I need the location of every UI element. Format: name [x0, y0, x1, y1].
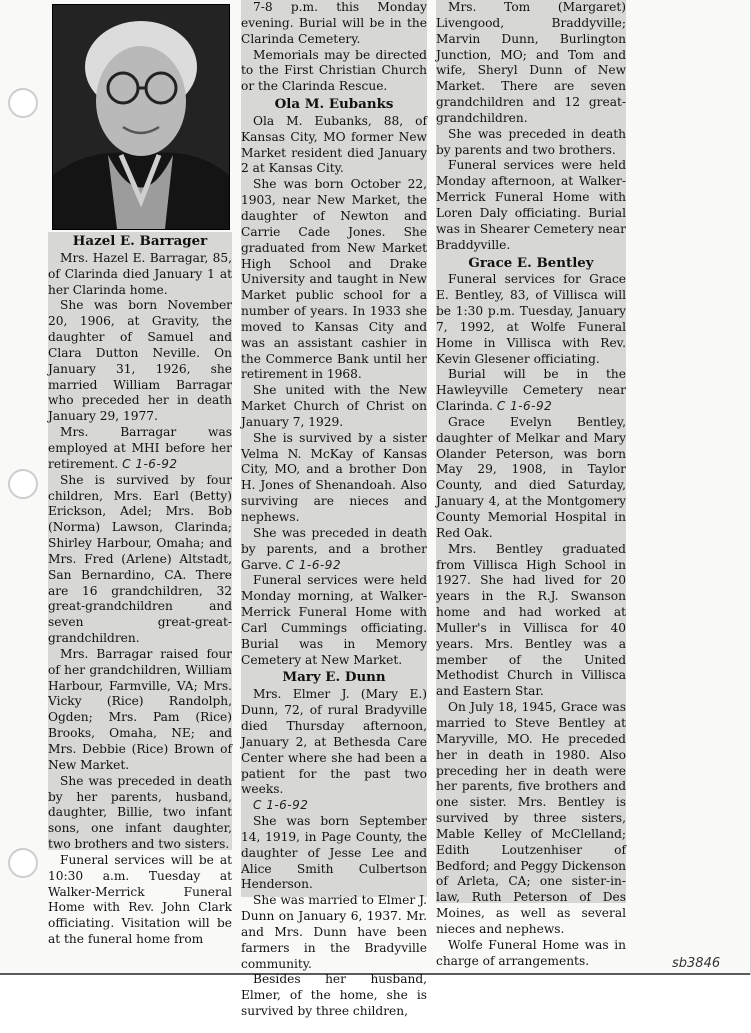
paragraph: She was married to Elmer J. Dunn on January 6, 1937. Mr. and Mrs. Dunn have been farmers in the Bradyville community.: [241, 893, 427, 971]
obituary-heading: Hazel E. Barrager: [72, 233, 208, 249]
paragraph: [241, 798, 427, 814]
paragraph: Wolfe Funeral Home was in charge of arrangements.: [436, 937, 626, 968]
paragraph: Funeral services were held Monday afternoon, at Walker-Merrick Funeral Home with Loren Daly officiating. Burial was in Shearer Cemetery near Braddyville.: [436, 158, 626, 252]
paragraph: Mrs. Elmer J. (Mary E.) Dunn, 72, of rural Bradyville died Thursday afternoon, January 2, at Bethesda Care Center where she had been a patient for the past two weeks.: [241, 687, 427, 797]
paragraph: She was born November 20, 1906, at Gravity, the daughter of Samuel and Clara Dutton Neville. On January 31, 1926, she married William Barragar who preceded her in death January 29, 1977.: [48, 298, 232, 424]
paragraph: Besides her husband, Elmer, of the home, she is survived by three children,: [241, 972, 427, 1019]
paragraph: Mrs. Bentley graduated from Villisca High School in 1927. She had lived for 20 years in the R.J. Swanson home and had worked at Muller's in Villisca for 40 years. Mrs. Bentley was a member of the United Methodist Church in Villisca and Eastern Star.: [436, 541, 626, 699]
handwritten-date: C 1-6-92: [496, 399, 553, 414]
handwritten-date: C 1-6-92: [253, 798, 309, 813]
binder-hole: [8, 469, 38, 499]
paragraph: She was born October 22, 1903, near New Market, the daughter of Newton and Carrie Cade Jones. She graduated from New Market High School and Drake University and taught in New Market public school for a number of years. In 1933 she moved to Kansas City and was an assistant cashier in the Commerce Bank until her retirement in 1968.: [241, 177, 427, 382]
obituary-heading: Grace E. Bentley: [468, 254, 594, 271]
obituary-column-3: [436, 0, 626, 968]
binder-hole: [8, 88, 38, 118]
obituary-heading: Mary E. Dunn: [282, 669, 386, 686]
paragraph: Grace Evelyn Bentley, daughter of Melkar and Mary Olander Peterson, was born May 29, 1908, in Taylor County, and died Saturday, January 4, at the Montgomery County Memorial Hospital in Red Oak.: [436, 414, 626, 540]
binder-hole: [8, 848, 38, 878]
paragraph: She was preceded in death by her parents, husband, daughter, Billie, two infant sons, one infant daughter, two brothers and two sisters.: [48, 773, 232, 852]
paragraph: Burial will be in the Hawleyville Cemetery near Clarinda. C 1-6-92: [436, 367, 626, 414]
paragraph: She united with the New Market Church of Christ on January 7, 1929.: [241, 383, 427, 429]
paragraph: Mrs. Barragar raised four of her grandchildren, William Harbour, Farmville, VA; Mrs. Vicky (Rice) Randolph, Ogden; Mrs. Pam (Rice) Brooks, Omaha, NE; and Mrs. Debbie (Rice) Brown of New Market.: [48, 646, 232, 772]
handwritten-date: C 1-6-92: [122, 456, 178, 471]
paragraph: Mrs. Tom (Margaret) Livengood, Braddyville; Marvin Dunn, Burlington Junction, MO; and Tom and wife, Sheryl Dunn of New Market. There are seven grandchildren and 12 great-grandchildren.: [436, 0, 626, 125]
paragraph: Mrs. Barragar was employed at MHI before her retirement. C 1-6-92: [48, 425, 232, 471]
paragraph: She is survived by a sister Velma N. McKay of Kansas City, MO, and a brother Don H. Jones of Shenandoah. Also surviving are nieces and nephews.: [241, 430, 427, 524]
paragraph: She is survived by four children, Mrs. Earl (Betty) Erickson, Adel; Mrs. Bob (Norma) Lawson, Clarinda; Shirley Harbour, Omaha; and Mrs. Fred (Arlene) Altstadt, San Bernardino, CA. There are 16 grandchildren, 32 great-grandchildren and seven great-great-grandchildren.: [48, 472, 232, 646]
paragraph: Funeral services will be at 10:30 a.m. Tuesday at Walker-Merrick Funeral Home with Rev. John Clark officiating. Visitation will be at the funeral home from: [48, 852, 232, 947]
obituary-heading: Ola M. Eubanks: [274, 96, 394, 113]
paragraph: Funeral services were held Monday morning, at Walker-Merrick Funeral Home with Carl Cummings officiating. Burial was in Memory Cemetery at New Market.: [241, 573, 427, 667]
paragraph: 7-8 p.m. this Monday evening. Burial will be in the Clarinda Cemetery.: [241, 0, 427, 46]
paragraph: Mrs. Hazel E. Barragar, 85, of Clarinda died January 1 at her Clarinda home.: [48, 250, 232, 297]
paragraph: Ola M. Eubanks, 88, of Kansas City, MO former New Market resident died January 2 at Kansas City.: [241, 113, 427, 176]
paragraph: She was born September 14, 1919, in Page County, the daughter of Jesse Lee and Alice Smith Culbertson Henderson.: [241, 814, 427, 892]
paragraph: On July 18, 1945, Grace was married to Steve Bentley at Maryville, MO. He preceded her in death in 1980. Also preceding her in death were her parents, five brothers and one sister. Mrs. Bentley is survived by three sisters, Mable Kelley of McClelland; Edith Loutzenhiser of Bedford; and Peggy Dickenson of Arleta, CA; one sister-in-law, Ruth Peterson of Des Moines, as well as several nieces and nephews.: [436, 700, 626, 936]
paragraph: Funeral services for Grace E. Bentley, 83, of Villisca will be 1:30 p.m. Tuesday, January 7, 1992, at Wolfe Funeral Home in Villisca with Rev. Kevin Glesener officiating.: [436, 272, 626, 366]
paragraph: She was preceded in death by parents, and a brother Garve. C 1-6-92: [241, 525, 427, 572]
obituary-column-2: [241, 0, 427, 1019]
handwritten-date: C 1-6-92: [285, 557, 342, 572]
obituary-hazel-barrager: [48, 232, 232, 947]
paragraph: Memorials may be directed to the First Christian Church or the Clarinda Rescue.: [241, 47, 427, 94]
paragraph: She was preceded in death by parents and two brothers.: [436, 126, 626, 157]
portrait-photo: [52, 4, 230, 230]
archive-id: sb3846: [672, 956, 721, 971]
